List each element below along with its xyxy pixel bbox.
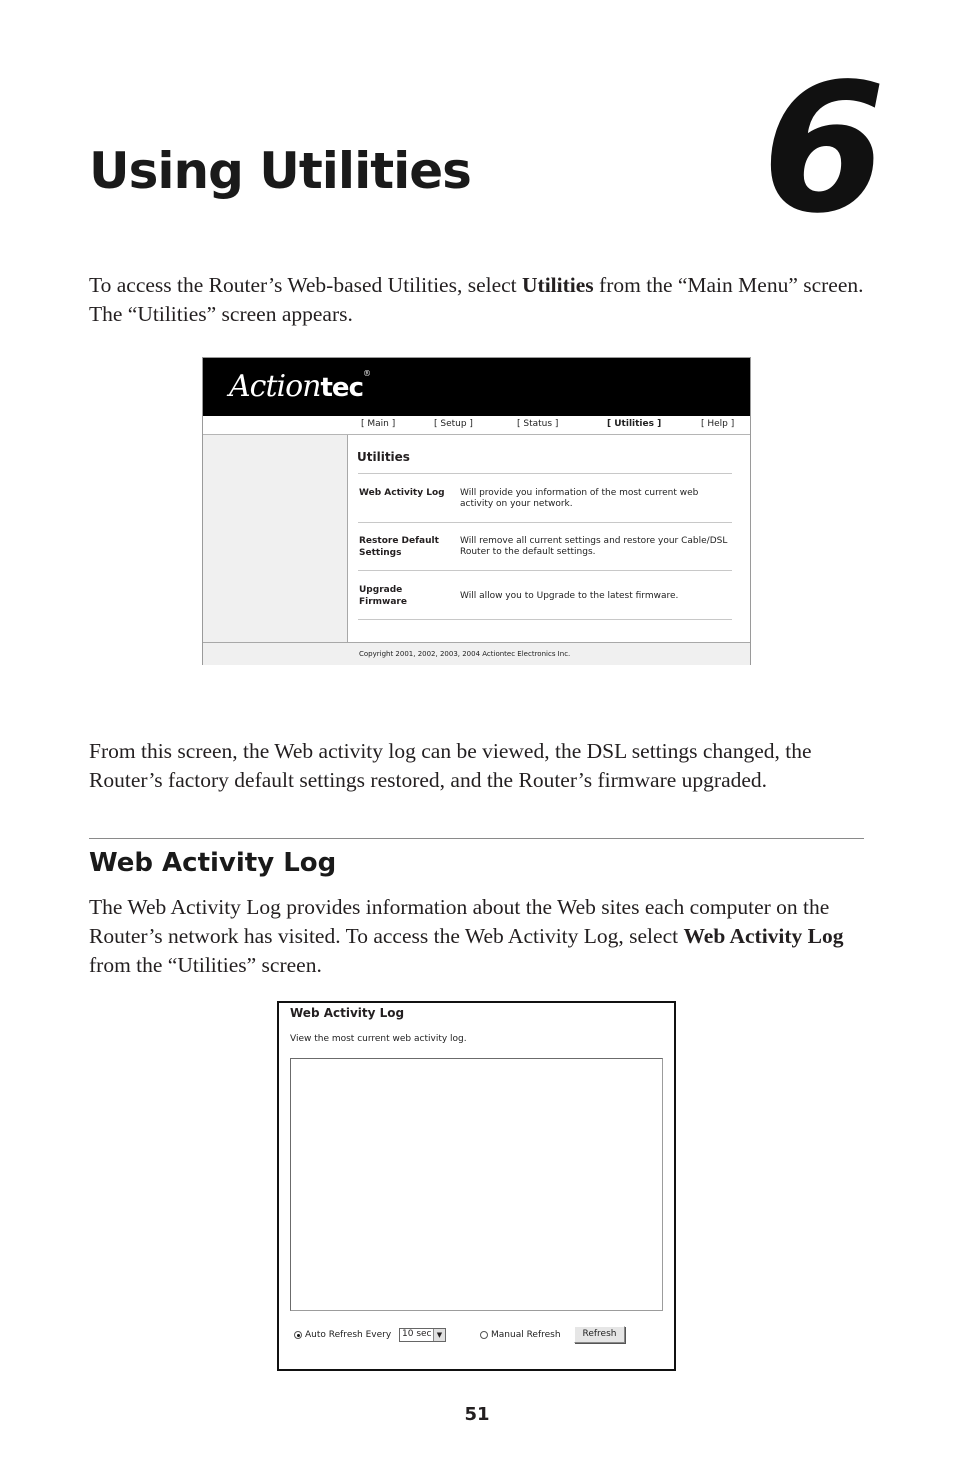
refresh-button[interactable]: Refresh <box>574 1326 625 1343</box>
activity-log-textarea[interactable] <box>290 1058 663 1311</box>
divider <box>358 522 732 523</box>
nav-status-link[interactable]: [ Status ] <box>517 419 559 429</box>
item-name-line1: Upgrade <box>359 585 403 595</box>
chapter-title: Using Utilities <box>89 142 471 200</box>
item-name-line1: Restore Default <box>359 536 439 546</box>
web-activity-log-link[interactable] <box>359 487 445 499</box>
item-name-line1: Web Activity Log <box>359 488 445 498</box>
actiontec-logo <box>229 369 370 404</box>
header-bar <box>203 358 750 416</box>
nav-utilities-link[interactable]: [ Utilities ] <box>607 419 662 429</box>
utilities-heading: Utilities <box>357 450 410 464</box>
section-heading: Web Activity Log <box>89 848 337 878</box>
section-rule <box>89 838 864 839</box>
intro-bold-utilities: Utilities <box>522 273 594 297</box>
page-number: 51 <box>464 1404 490 1425</box>
intro-paragraph <box>89 271 869 329</box>
auto-refresh-label: Auto Refresh Every <box>305 1330 392 1340</box>
web-activity-log-screenshot <box>277 1001 676 1371</box>
restore-default-settings-desc: Will remove all current settings and restore your Cable/DSL Router to the default settings. <box>460 536 728 557</box>
auto-refresh-radio[interactable] <box>294 1331 302 1339</box>
item-name-line2: Firmware <box>359 597 407 607</box>
refresh-interval-select[interactable] <box>399 1328 446 1342</box>
restore-default-settings-link[interactable] <box>359 535 439 559</box>
web-log-subtitle: View the most current web activity log. <box>290 1034 467 1044</box>
intro-text-after: from the “Main Menu” screen. The “Utilities” screen appears. <box>89 273 864 326</box>
manual-refresh-radio[interactable] <box>480 1331 488 1339</box>
nav-bar <box>203 416 750 435</box>
web-activity-log-desc: Will provide you information of the most current web activity on your network. <box>460 488 699 509</box>
divider <box>358 619 732 620</box>
web-log-title: Web Activity Log <box>290 1006 405 1020</box>
left-column <box>203 435 348 643</box>
section-paragraph <box>89 893 849 980</box>
section-text-after: from the “Utilities” screen. <box>89 953 322 977</box>
nav-help-link[interactable]: [ Help ] <box>701 419 735 429</box>
upgrade-firmware-link[interactable] <box>359 584 407 608</box>
utilities-screenshot <box>202 357 751 665</box>
divider <box>358 473 732 474</box>
divider <box>358 570 732 571</box>
description-paragraph: From this screen, the Web activity log can be viewed, the DSL settings changed, the Router’s factory default settings restored, and the Router’s firmware upgraded. <box>89 739 812 792</box>
chapter-number: 6 <box>762 45 886 252</box>
refresh-interval-value: 10 sec <box>402 1329 432 1339</box>
footer-bar <box>203 642 750 665</box>
upgrade-firmware-desc: Will allow you to Upgrade to the latest firmware. <box>460 591 679 601</box>
item-name-line2: Settings <box>359 548 402 558</box>
nav-setup-link[interactable]: [ Setup ] <box>434 419 473 429</box>
logo-registered: ® <box>362 369 370 378</box>
nav-main-link[interactable]: [ Main ] <box>361 419 396 429</box>
manual-refresh-label: Manual Refresh <box>491 1330 561 1340</box>
intro-text-before: To access the Router’s Web-based Utilities, select <box>89 273 523 297</box>
section-text-before: The Web Activity Log provides information about the Web sites each computer on the Router’s network has visited. To access the Web Activity Log, select <box>89 895 830 948</box>
section-bold-web-activity-log: Web Activity Log <box>683 924 844 948</box>
copyright-text: Copyright 2001, 2002, 2003, 2004 Actiontec Electronics Inc. <box>359 650 571 658</box>
logo-script: Action <box>229 369 321 404</box>
logo-bold: tec <box>320 373 363 403</box>
chevron-down-icon: ▼ <box>433 1329 445 1341</box>
